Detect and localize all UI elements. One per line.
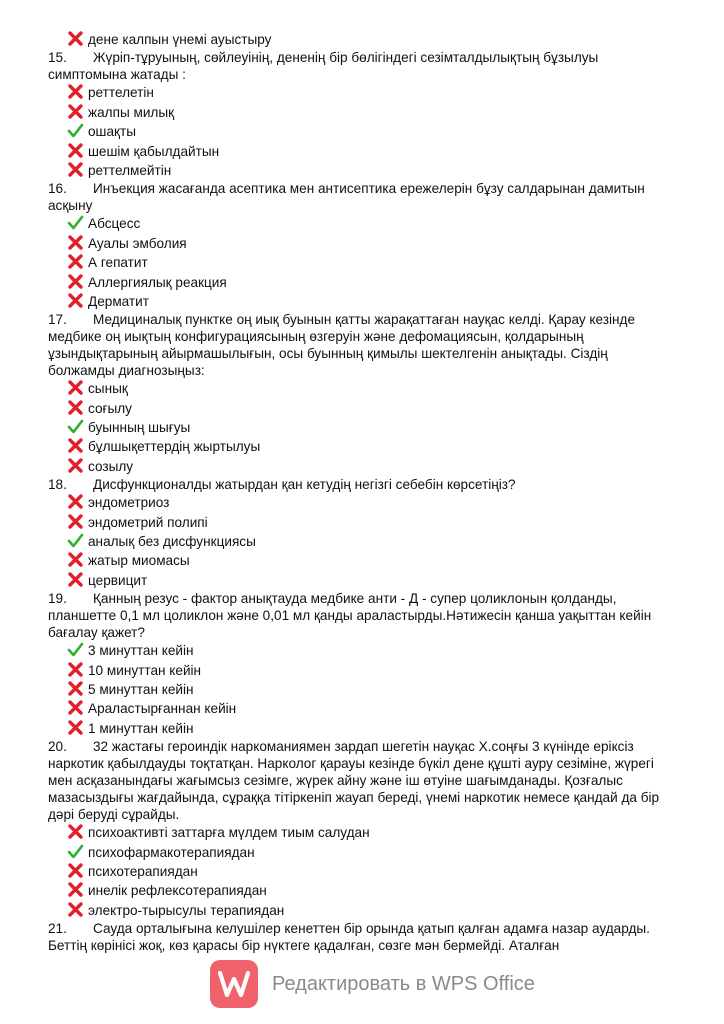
answer-option (0, 513, 724, 532)
answer-option (0, 30, 724, 49)
answer-option (0, 379, 724, 398)
question-text (48, 590, 678, 641)
question-block (0, 311, 724, 476)
answer-text: эндометриоз (88, 495, 170, 511)
wrong-mark-icon (67, 551, 85, 569)
answer-option (0, 83, 724, 102)
answer-option (0, 493, 724, 512)
answer-option (0, 273, 724, 292)
answer-text: 10 минуттан кейін (88, 662, 202, 678)
question-text (48, 476, 678, 493)
answer-text: психотерапиядан (88, 863, 198, 879)
question-body: Дисфункционалды жатырдан қан кетудің негізгі себебін көрсетіңіз? (93, 477, 516, 493)
answer-option (0, 571, 724, 590)
answer-text: ошақты (88, 124, 136, 140)
question-text (48, 180, 678, 214)
wrong-mark-icon (67, 437, 85, 455)
answer-text: Ауалы эмболия (88, 235, 187, 251)
document-page (0, 30, 724, 954)
wrong-mark-icon (67, 457, 85, 475)
answer-option (0, 699, 724, 718)
answer-option (0, 122, 724, 141)
answer-text: 1 минуттан кейін (88, 720, 194, 736)
question-body: Инъекция жасағанда асептика мен антисептика ережелерін бұзу салдарынан дамитын асқыну (48, 181, 645, 214)
question-number: 20. (48, 739, 67, 755)
wps-logo-icon[interactable] (210, 960, 258, 1008)
answer-text: аналық без дисфункциясы (88, 534, 256, 550)
wrong-mark-icon (67, 661, 85, 679)
answer-option (0, 234, 724, 253)
answer-text: жалпы милық (88, 104, 175, 120)
answer-option (0, 719, 724, 738)
correct-mark-icon (67, 641, 85, 659)
answer-text: цервицит (88, 572, 148, 588)
question-body: Сауда орталығына келушілер кенеттен бір орында қатып қалған адамға назар аударды. Беттің көрінісі жоқ, көз қарасы бір нүктеге қадалған, сөзге мән бермейді. Аталған (48, 921, 650, 954)
answer-option (0, 641, 724, 660)
wrong-mark-icon (67, 513, 85, 531)
question-list (0, 49, 724, 954)
question-body: Жүріп-тұруының, сөйлеуінің, дененің бір бөлігіндегі сезімталдылықтың бұзылуы симптомына жатады : (48, 50, 599, 83)
answer-text: жатыр миомасы (88, 553, 190, 569)
answer-option (0, 881, 724, 900)
question-number: 17. (48, 312, 67, 328)
question-number: 21. (48, 921, 67, 937)
question-number: 18. (48, 477, 67, 493)
answer-option (0, 292, 724, 311)
wrong-mark-icon (67, 161, 85, 179)
answer-text: 5 минуттан кейін (88, 681, 194, 697)
correct-mark-icon (67, 532, 85, 550)
question-text (48, 311, 678, 379)
wrong-mark-icon (67, 823, 85, 841)
answer-text: дене калпын үнемі ауыстыру (88, 32, 272, 47)
answer-option (0, 551, 724, 570)
answer-option (0, 253, 724, 272)
question-text (48, 49, 678, 83)
answer-text: инелік рефлексотерапиядан (88, 883, 267, 899)
wrong-mark-icon (67, 719, 85, 737)
answer-option (0, 161, 724, 180)
question-body: 32 жастағы героиндік наркоманиямен зардап шегетін науқас Х.соңғы 3 күнінде еріксіз наркотик қабылдауды тоқтатқан. Нарколог қарауы кезінде бүкіл дене құшті ауру сезіміне, жүрегі мен асқазанындағы жағымсыз сезімге, жүрек айну және іш өтуіне шағымданады. Қозғалыс мазасыздығы жағдайында, сұраққа тітіркеніп жауап береді, үнемі наркотик немесе қандай да бір дәрі беруді сұрайды. (48, 739, 660, 823)
answer-option (0, 901, 724, 920)
answer-text: психофармакотерапиядан (88, 844, 255, 860)
answer-option (0, 661, 724, 680)
wrong-mark-icon (67, 292, 85, 310)
question-block (0, 590, 724, 738)
wrong-mark-icon (67, 30, 85, 48)
question-block (0, 49, 724, 180)
wrong-mark-icon (67, 379, 85, 397)
wrong-mark-icon (67, 83, 85, 101)
wrong-mark-icon (67, 234, 85, 252)
answer-text: реттелетін (88, 85, 154, 101)
question-block (0, 920, 724, 954)
wps-edit-label[interactable]: Редактировать в WPS Office (272, 972, 535, 995)
wrong-mark-icon (67, 699, 85, 717)
answer-option (0, 418, 724, 437)
question-number: 19. (48, 591, 67, 607)
answer-option (0, 437, 724, 456)
wrong-mark-icon (67, 142, 85, 160)
question-number: 15. (48, 50, 67, 66)
answer-text: Аллергиялық реакция (88, 274, 227, 290)
wrong-mark-icon (67, 399, 85, 417)
answer-option (0, 103, 724, 122)
answer-text: 3 минуттан кейін (88, 643, 194, 659)
answer-option (0, 862, 724, 881)
wrong-mark-icon (67, 571, 85, 589)
wrong-mark-icon (67, 901, 85, 919)
wrong-mark-icon (67, 253, 85, 271)
answer-text: психоактивті заттарға мүлдем тиым салудан (88, 825, 370, 841)
answer-option (0, 214, 724, 233)
answer-text: А гепатит (88, 255, 148, 271)
answer-text: реттелмейтін (88, 162, 172, 178)
question-block (0, 180, 724, 311)
answer-option (0, 823, 724, 842)
answer-text: эндометрий полипі (88, 514, 208, 530)
question-text (48, 920, 678, 954)
wrong-mark-icon (67, 103, 85, 121)
question-body: Қанның резус - фактор анықтауда медбике анти - Д - супер цоликлонын қолданды, планшетте 0,1 мл цоликлон және 0,01 мл қанды араластырды.Нәтижесін қанша уақыттан кейін бағалау қажет? (48, 591, 652, 641)
wrong-mark-icon (67, 862, 85, 880)
wrong-mark-icon (67, 881, 85, 899)
correct-mark-icon (67, 122, 85, 140)
question-block (0, 738, 724, 920)
wrong-mark-icon (67, 273, 85, 291)
answer-text: Абсцесс (88, 216, 141, 232)
answer-text: электро-тырысулы терапиядан (88, 902, 285, 918)
answer-option (0, 399, 724, 418)
correct-mark-icon (67, 843, 85, 861)
wrong-mark-icon (67, 680, 85, 698)
answer-option (0, 142, 724, 161)
answer-option (0, 843, 724, 862)
answer-option (0, 680, 724, 699)
answer-option (0, 457, 724, 476)
answer-text: буынның шығуы (88, 420, 191, 436)
answer-text: созылу (88, 458, 134, 474)
question-body: Медициналық пунктке оң иық буынын қатты жарақаттаған науқас келді. Қарау кезінде медбике оң иықтың конфигурациясының өзгеруін және дефомациясын, қолдарының ұзындықтарының айырмашылығын, осы буынның қимылы шектелгенін анықтады. Сіздің болжамды диагнозыңыз: (48, 312, 636, 379)
answer-text: шешім қабылдайтын (88, 143, 220, 159)
question-number: 16. (48, 181, 67, 197)
answer-text: сынық (88, 381, 128, 397)
correct-mark-icon (67, 418, 85, 436)
answer-text: бұлшықеттердің жыртылуы (88, 439, 261, 455)
question-block (0, 476, 724, 590)
wps-edit-banner[interactable] (210, 958, 550, 1010)
question-text (48, 738, 678, 823)
answer-text: соғылу (88, 400, 132, 416)
answer-text: Дерматит (88, 293, 149, 309)
answer-text: Араластырғаннан кейін (88, 701, 237, 717)
answer-option (0, 532, 724, 551)
correct-mark-icon (67, 214, 85, 232)
wrong-mark-icon (67, 493, 85, 511)
